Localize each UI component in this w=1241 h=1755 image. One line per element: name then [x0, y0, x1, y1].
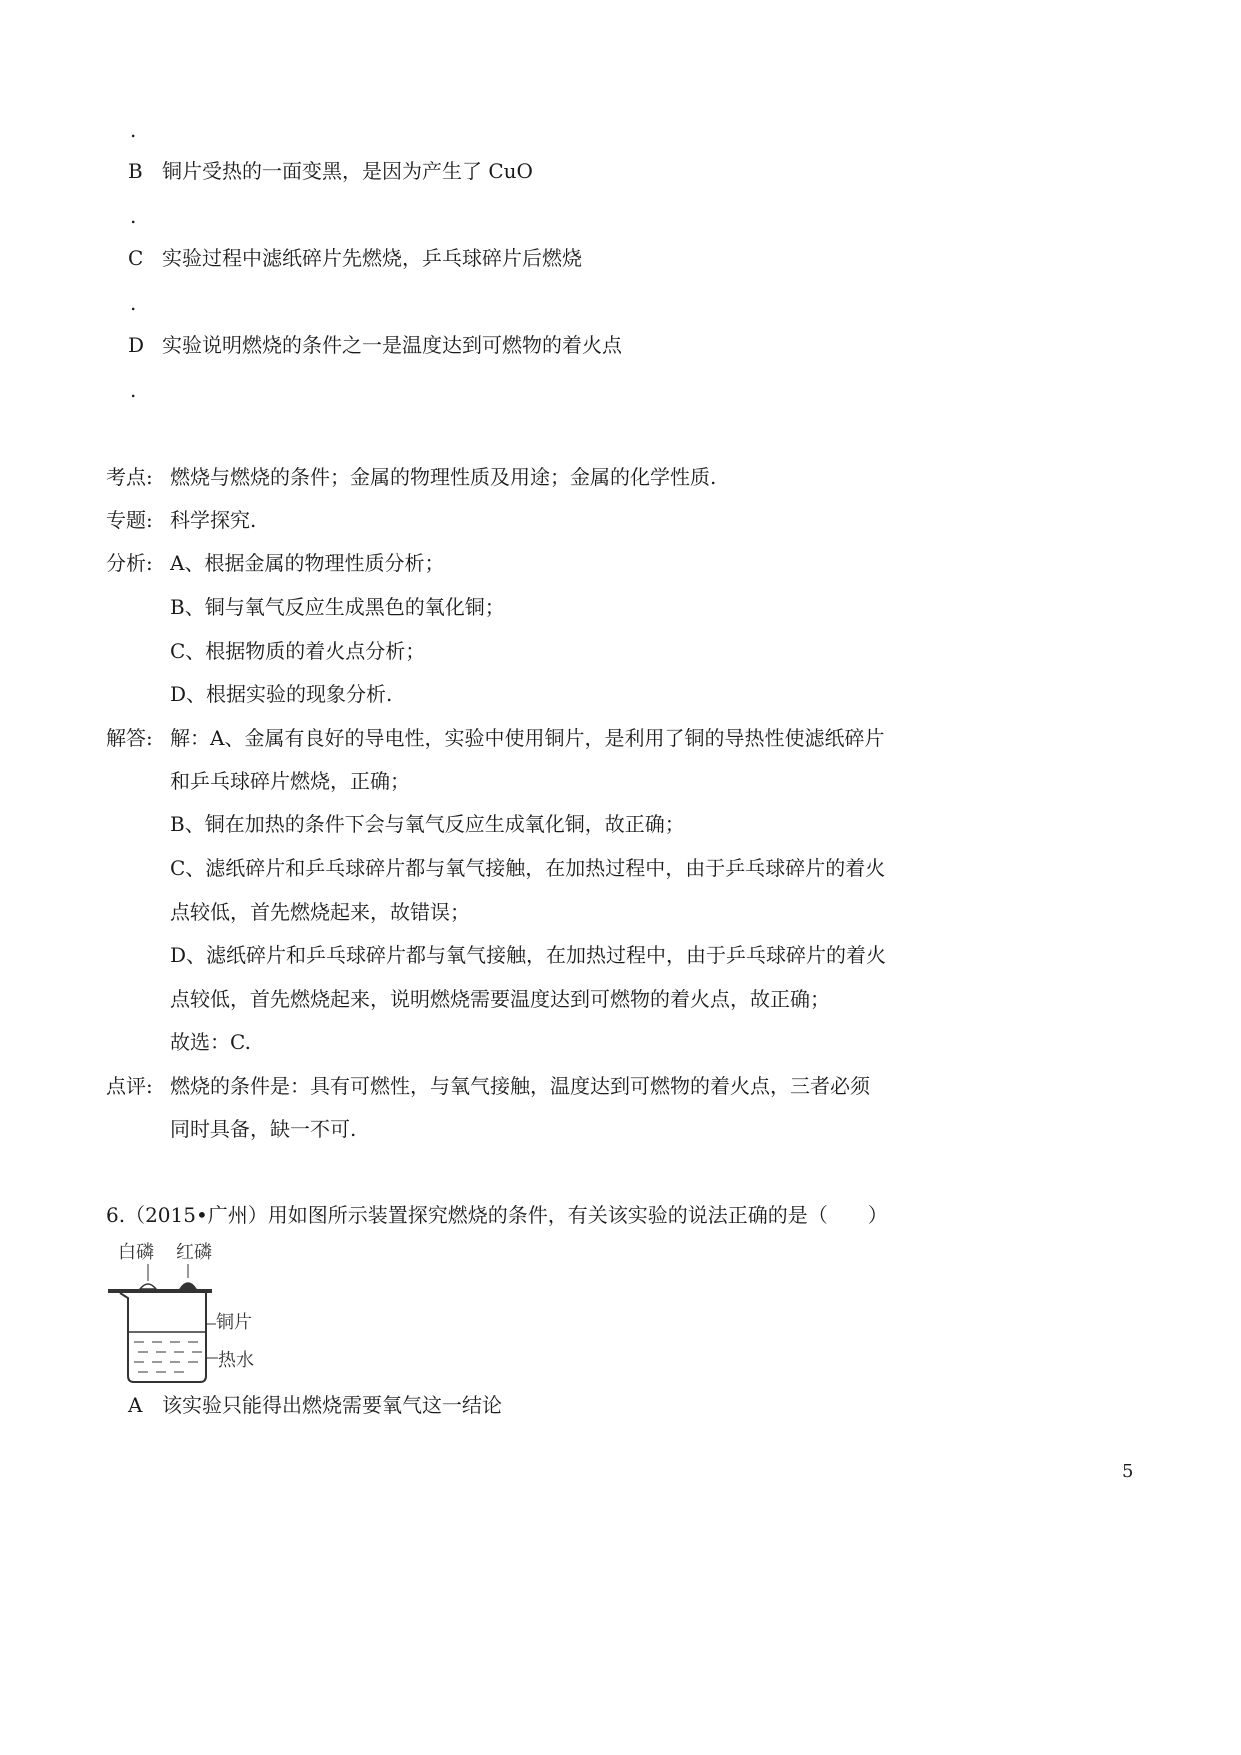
- copper-plate-label: 铜片: [216, 1312, 252, 1333]
- jieda-line-1: 解：A、金属有良好的导电性，实验中使用铜片，是利用了铜的导热性使滤纸碎片: [170, 726, 885, 750]
- combustion-apparatus-figure: [106, 1236, 276, 1386]
- option-b-text: 铜片受热的一面变黑，是因为产生了 CuO: [162, 159, 533, 183]
- jieda-line-8: 故选：C.: [170, 1030, 251, 1054]
- option-c-text: 实验过程中滤纸碎片先燃烧，乒乓球碎片后燃烧: [162, 246, 582, 270]
- fenxi-line-2: B、铜与氧气反应生成黑色的氧化铜；: [170, 595, 505, 619]
- dianping-line-2: 同时具备，缺一不可.: [170, 1117, 357, 1141]
- option-d-dot: .: [130, 378, 137, 402]
- question-6-stem: 6.（2015•广州）用如图所示装置探究燃烧的条件，有关该实验的说法正确的是（ ）: [106, 1203, 888, 1227]
- copper-plate: [108, 1289, 212, 1293]
- option-a-dot: .: [130, 118, 137, 142]
- dianping-line-1: 燃烧的条件是：具有可燃性，与氧气接触，温度达到可燃物的着火点，三者必须: [170, 1074, 870, 1098]
- red-phosphorus-lump: [180, 1283, 196, 1289]
- hot-water-label: 热水: [218, 1350, 254, 1371]
- kaodian-label: 考点:: [106, 465, 153, 489]
- white-phosphorus-lump: [140, 1284, 156, 1289]
- kaodian-text: 燃烧与燃烧的条件；金属的物理性质及用途；金属的化学性质.: [170, 465, 717, 489]
- option-c: [128, 245, 582, 271]
- jieda-line-7: 点较低，首先燃烧起来，说明燃烧需要温度达到可燃物的着火点，故正确；: [170, 987, 830, 1011]
- fenxi-line-3: C、根据物质的着火点分析；: [170, 639, 426, 663]
- option-d: [128, 332, 622, 358]
- option-c-letter: C: [128, 246, 144, 270]
- red-phosphorus-label: 红磷: [176, 1242, 212, 1263]
- fenxi-label: 分析:: [106, 551, 153, 575]
- zhuanti-text: 科学探究.: [170, 508, 257, 532]
- q6-option-a-text: 该实验只能得出燃烧需要氧气这一结论: [162, 1393, 502, 1417]
- page-number: 5: [1122, 1461, 1134, 1482]
- option-b-dot: .: [130, 204, 137, 228]
- fenxi-line-4: D、根据实验的现象分析.: [170, 682, 393, 706]
- option-d-text: 实验说明燃烧的条件之一是温度达到可燃物的着火点: [162, 333, 622, 357]
- jieda-line-4: C、滤纸碎片和乒乓球碎片都与氧气接触，在加热过程中，由于乒乓球碎片的着火: [170, 856, 886, 880]
- option-b-letter: B: [128, 159, 143, 183]
- jieda-line-2: 和乒乓球碎片燃烧，正确；: [170, 769, 410, 793]
- white-phosphorus-label: 白磷: [118, 1242, 154, 1263]
- zhuanti-label: 专题:: [106, 508, 153, 532]
- fenxi-line-1: A、根据金属的物理性质分析；: [170, 551, 445, 575]
- jieda-label: 解答:: [106, 726, 153, 750]
- beaker: [120, 1293, 206, 1382]
- option-d-letter: D: [128, 333, 145, 357]
- option-c-dot: .: [130, 291, 137, 315]
- jieda-line-3: B、铜在加热的条件下会与氧气反应生成氧化铜，故正确；: [170, 812, 685, 836]
- option-b: [128, 158, 533, 184]
- jieda-line-6: D、滤纸碎片和乒乓球碎片都与氧气接触，在加热过程中，由于乒乓球碎片的着火: [170, 943, 887, 967]
- q6-option-a-letter: A: [128, 1393, 143, 1417]
- question-6-option-a: [128, 1392, 502, 1418]
- jieda-line-5: 点较低，首先燃烧起来，故错误；: [170, 900, 470, 924]
- dianping-label: 点评:: [106, 1074, 153, 1098]
